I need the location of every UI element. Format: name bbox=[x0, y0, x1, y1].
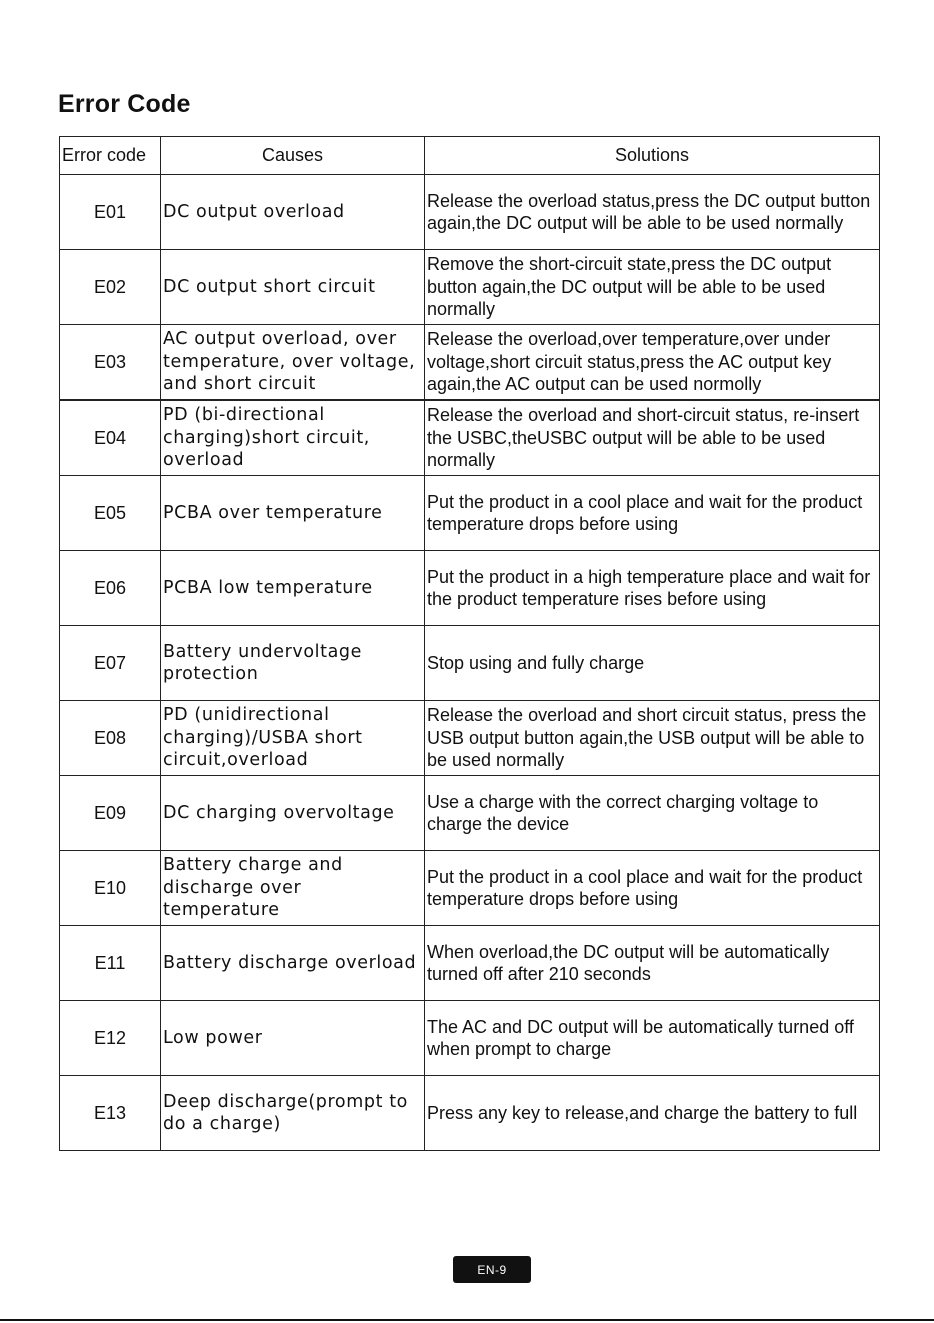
cause-cell: DC charging overvoltage bbox=[161, 776, 425, 851]
cause-cell: Low power bbox=[161, 1001, 425, 1076]
cause-cell: AC output overload, over temperature, over voltage, and short circuit bbox=[161, 325, 425, 401]
cause-cell: DC output overload bbox=[161, 175, 425, 250]
header-solutions: Solutions bbox=[425, 137, 880, 175]
error-code-cell: E04 bbox=[60, 400, 161, 476]
error-code-cell: E07 bbox=[60, 626, 161, 701]
cause-cell: PD (bi-directional charging)short circuit, overload bbox=[161, 400, 425, 476]
solution-cell: Release the overload status,press the DC output button again,the DC output will be able to be used normally bbox=[425, 175, 880, 250]
solution-cell: Remove the short-circuit state,press the DC output button again,the DC output will be able to be used normally bbox=[425, 250, 880, 325]
table-header-row bbox=[60, 137, 880, 175]
header-causes: Causes bbox=[161, 137, 425, 175]
table-row bbox=[60, 551, 880, 626]
table-row bbox=[60, 175, 880, 250]
table-row bbox=[60, 1001, 880, 1076]
solution-cell: Use a charge with the correct charging voltage to charge the device bbox=[425, 776, 880, 851]
table-row bbox=[60, 400, 880, 476]
table-row bbox=[60, 476, 880, 551]
page-title: Error Code bbox=[58, 90, 191, 118]
solution-cell: Release the overload and short-circuit status, re-insert the USBC,theUSBC output will be able to be used normally bbox=[425, 400, 880, 476]
error-code-cell: E03 bbox=[60, 325, 161, 401]
cause-cell: Battery undervoltage protection bbox=[161, 626, 425, 701]
table-row bbox=[60, 250, 880, 325]
error-code-cell: E10 bbox=[60, 851, 161, 926]
cause-cell: PD (unidirectional charging)/USBA short circuit,overload bbox=[161, 701, 425, 776]
page-number-badge: EN-9 bbox=[453, 1256, 531, 1283]
solution-cell: Press any key to release,and charge the battery to full bbox=[425, 1076, 880, 1151]
error-code-cell: E01 bbox=[60, 175, 161, 250]
table-row bbox=[60, 325, 880, 401]
error-code-cell: E08 bbox=[60, 701, 161, 776]
table-row bbox=[60, 626, 880, 701]
cause-cell: DC output short circuit bbox=[161, 250, 425, 325]
header-error-code: Error code bbox=[60, 137, 161, 175]
cause-cell: PCBA over temperature bbox=[161, 476, 425, 551]
table-row bbox=[60, 1076, 880, 1151]
table-row bbox=[60, 851, 880, 926]
solution-cell: Put the product in a cool place and wait for the product temperature drops before using bbox=[425, 851, 880, 926]
cause-cell: Battery charge and discharge over temperature bbox=[161, 851, 425, 926]
solution-cell: Put the product in a cool place and wait for the product temperature drops before using bbox=[425, 476, 880, 551]
cause-cell: Deep discharge(prompt to do a charge) bbox=[161, 1076, 425, 1151]
cause-cell: PCBA low temperature bbox=[161, 551, 425, 626]
error-code-cell: E05 bbox=[60, 476, 161, 551]
table-row bbox=[60, 776, 880, 851]
solution-cell: The AC and DC output will be automatically turned off when prompt to charge bbox=[425, 1001, 880, 1076]
error-code-cell: E02 bbox=[60, 250, 161, 325]
solution-cell: When overload,the DC output will be automatically turned off after 210 seconds bbox=[425, 926, 880, 1001]
error-code-table bbox=[59, 136, 880, 1151]
page-bottom-rule bbox=[0, 1319, 934, 1321]
error-code-cell: E11 bbox=[60, 926, 161, 1001]
error-code-cell: E12 bbox=[60, 1001, 161, 1076]
table-row bbox=[60, 926, 880, 1001]
error-code-cell: E09 bbox=[60, 776, 161, 851]
solution-cell: Release the overload,over temperature,over under voltage,short circuit status,press the AC output key again,the AC output can be used normolly bbox=[425, 325, 880, 401]
solution-cell: Put the product in a high temperature place and wait for the product temperature rises before using bbox=[425, 551, 880, 626]
solution-cell: Stop using and fully charge bbox=[425, 626, 880, 701]
cause-cell: Battery discharge overload bbox=[161, 926, 425, 1001]
table-row bbox=[60, 701, 880, 776]
error-code-cell: E06 bbox=[60, 551, 161, 626]
solution-cell: Release the overload and short circuit status, press the USB output button again,the USB output will be able to be used normally bbox=[425, 701, 880, 776]
error-code-cell: E13 bbox=[60, 1076, 161, 1151]
